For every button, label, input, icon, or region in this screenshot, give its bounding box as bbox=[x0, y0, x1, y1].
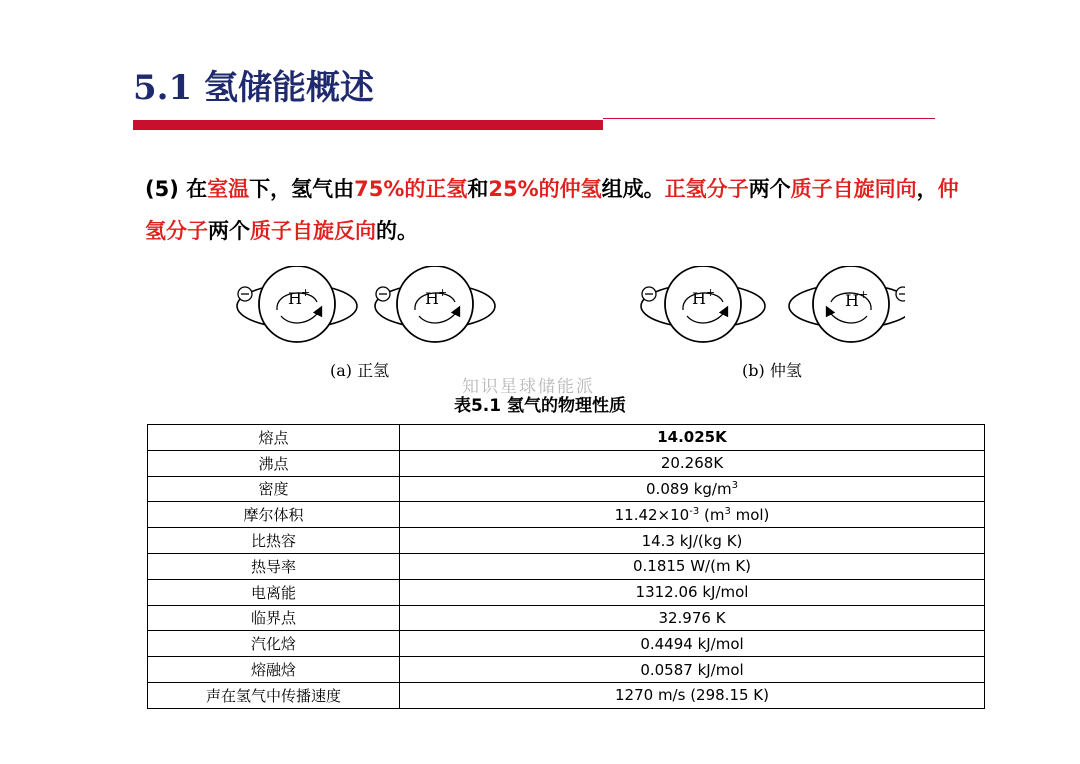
paragraph-text: 两个 bbox=[208, 219, 250, 243]
table-row bbox=[148, 476, 985, 502]
property-value: 20.268K bbox=[400, 450, 985, 476]
table-row bbox=[148, 682, 985, 708]
table-row bbox=[148, 631, 985, 657]
caption-para: (b) 仲氢 bbox=[742, 361, 802, 380]
highlight-text: 25%的仲氢 bbox=[488, 177, 602, 201]
highlight-text: 室温 bbox=[207, 177, 250, 201]
proton-label: H bbox=[692, 289, 706, 308]
properties-table bbox=[147, 424, 985, 709]
ortho-proton-2 bbox=[375, 266, 495, 342]
body-paragraph bbox=[145, 168, 965, 252]
property-value: $11.42\times 10^{-3}$ ($m^3$ mol) bbox=[400, 502, 985, 528]
proton-label: H bbox=[425, 289, 439, 308]
property-name: 熔点 bbox=[148, 425, 400, 451]
highlight-text: 质子自旋反向 bbox=[250, 219, 376, 243]
ortho-para-hydrogen-diagram bbox=[225, 266, 905, 370]
para-proton-1 bbox=[641, 266, 765, 342]
table-row bbox=[148, 425, 985, 451]
property-value: 14.3 kJ/(kg K) bbox=[400, 528, 985, 554]
property-value: 1270 m/s (298.15 K) bbox=[400, 682, 985, 708]
paragraph-text: ， bbox=[916, 177, 938, 201]
proton-label: H bbox=[288, 289, 302, 308]
table-row bbox=[148, 528, 985, 554]
para-proton-2 bbox=[789, 266, 905, 342]
property-name: 沸点 bbox=[148, 450, 400, 476]
table-row bbox=[148, 657, 985, 683]
highlight-text: 75%的正氢 bbox=[354, 177, 468, 201]
paragraph-text: 下，氢气由 bbox=[249, 177, 355, 201]
property-value: 0.1815 W/(m K) bbox=[400, 553, 985, 579]
ortho-proton-1 bbox=[237, 266, 357, 342]
property-value: 0.089 $kg/m^3$ bbox=[400, 476, 985, 502]
highlight-text: 正氢分子 bbox=[664, 177, 749, 201]
proton-charge: + bbox=[706, 286, 716, 299]
caption-ortho: (a) 正氢 bbox=[330, 361, 390, 380]
property-name: 临界点 bbox=[148, 605, 400, 631]
paragraph-text: 组成。 bbox=[601, 177, 665, 201]
property-value: 0.0587 kJ/mol bbox=[400, 657, 985, 683]
proton-charge: + bbox=[859, 288, 869, 301]
property-value: 1312.06 kJ/mol bbox=[400, 579, 985, 605]
paragraph-text: (5) 在 bbox=[145, 177, 208, 201]
table-row bbox=[148, 579, 985, 605]
property-name: 熔融焓 bbox=[148, 657, 400, 683]
property-name: 摩尔体积 bbox=[148, 502, 400, 528]
property-name: 电离能 bbox=[148, 579, 400, 605]
property-value: 32.976 K bbox=[400, 605, 985, 631]
property-name: 汽化焓 bbox=[148, 631, 400, 657]
table-row bbox=[148, 553, 985, 579]
paragraph-text: 的。 bbox=[376, 219, 418, 243]
proton-charge: + bbox=[301, 286, 311, 299]
table-caption: 表5.1 氢气的物理性质 bbox=[453, 396, 627, 416]
slide-title: 5.1 氢储能概述 bbox=[133, 68, 374, 108]
property-name: 热导率 bbox=[148, 553, 400, 579]
property-value: 0.4494 kJ/mol bbox=[400, 631, 985, 657]
title-underline-thin bbox=[603, 118, 935, 119]
proton-charge: + bbox=[438, 286, 448, 299]
property-name: 比热容 bbox=[148, 528, 400, 554]
table-row bbox=[148, 605, 985, 631]
paragraph-text: 两个 bbox=[748, 177, 791, 201]
table-row bbox=[148, 502, 985, 528]
table-row bbox=[148, 450, 985, 476]
proton-label: H bbox=[845, 291, 859, 310]
watermark: 知识星球储能派 bbox=[462, 377, 595, 397]
spin-diagram-svg bbox=[225, 266, 905, 366]
title-underline-thick bbox=[133, 120, 603, 130]
property-name: 密度 bbox=[148, 476, 400, 502]
paragraph-text: 和 bbox=[467, 177, 489, 201]
highlight-text: 仲氢分子 bbox=[145, 177, 959, 243]
property-name: 声在氢气中传播速度 bbox=[148, 682, 400, 708]
highlight-text: 质子自旋同向 bbox=[790, 177, 917, 201]
property-value: 14.025K bbox=[400, 425, 985, 451]
